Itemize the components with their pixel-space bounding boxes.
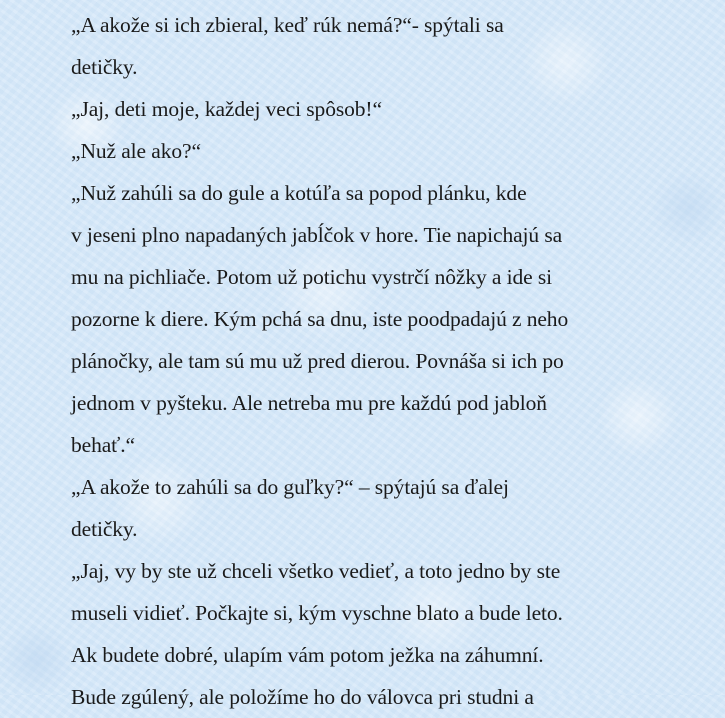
text-line: „A akože si ich zbieral, keď rúk nemá?“- spýtali sa (71, 13, 504, 37)
text-line: „Nuž ale ako?“ (71, 139, 201, 163)
text-line: „Nuž zahúli sa do gule a kotúľa sa popod plánku, kde (71, 181, 527, 205)
document-page (71, 4, 711, 718)
text-line: jednom v pyšteku. Ale netreba mu pre každú pod jabloň (71, 391, 547, 415)
text-line: plánočky, ale tam sú mu už pred dierou. Povnáša si ich po (71, 349, 564, 373)
text-line: v jeseni plno napadaných jabĺčok v hore. Tie napichajú sa (71, 223, 563, 247)
text-line: behať.“ (71, 433, 135, 457)
text-line: pozorne k diere. Kým pchá sa dnu, iste poodpadajú z neho (71, 307, 569, 331)
text-line: detičky. (71, 55, 138, 79)
text-line: „Jaj, deti moje, každej veci spôsob!“ (71, 97, 382, 121)
text-line: detičky. (71, 517, 138, 541)
text-line: Bude zgúlený, ale položíme ho do válovca pri studni a (71, 685, 534, 709)
text-line: „A akože to zahúli sa do guľky?“ – spýtajú sa ďalej (71, 475, 509, 499)
text-line: museli vidieť. Počkajte si, kým vyschne blato a bude leto. (71, 601, 563, 625)
text-line: „Jaj, vy by ste už chceli všetko vedieť, a toto jedno by ste (71, 559, 561, 583)
text-line: mu na pichliače. Potom už potichu vystrčí nôžky a ide si (71, 265, 553, 289)
text-line: Ak budete dobré, ulapím vám potom ježka na záhumní. (71, 643, 544, 667)
